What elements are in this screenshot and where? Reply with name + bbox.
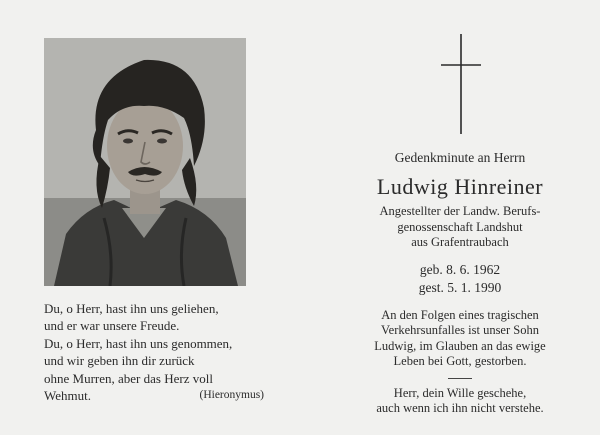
- closing-line: auch wenn ich ihn nicht verstehe.: [376, 401, 544, 415]
- cause-line: Ludwig, im Glauben an das ewige: [374, 338, 546, 353]
- closing-quote: [345, 386, 575, 417]
- cross-icon: [441, 34, 481, 134]
- poem-line: und wir geben ihn dir zurück: [44, 353, 195, 369]
- memorial-intro: Gedenkminute an Herrn: [394, 150, 526, 165]
- birth-date: geb. 8. 6. 1962: [419, 261, 501, 277]
- life-dates: [345, 261, 575, 297]
- closing-line: Herr, dein Wille geschehe,: [393, 385, 527, 400]
- poem-line: und er war unsere Freude.: [44, 318, 180, 334]
- deceased-name: Ludwig Hinreiner: [376, 174, 544, 199]
- occupation: [345, 204, 575, 251]
- portrait-photo: [44, 38, 246, 286]
- memorial-text: [345, 150, 575, 417]
- poem-line: ohne Murren, aber das Herz voll: [44, 370, 213, 386]
- poem-line: Du, o Herr, hast ihn uns geliehen,: [44, 301, 219, 316]
- occupation-line: aus Grafentraubach: [411, 235, 509, 249]
- poem: [44, 300, 264, 404]
- poem-attribution: (Hieronymus): [199, 389, 264, 402]
- poem-last-line: [44, 387, 264, 404]
- occupation-line: Angestellter der Landw. Berufs-: [379, 204, 541, 218]
- cause-of-death: [345, 308, 575, 370]
- portrait-illustration: [44, 38, 246, 286]
- death-date: gest. 5. 1. 1990: [418, 279, 502, 295]
- poem-line: Du, o Herr, hast ihn uns genommen,: [44, 335, 233, 351]
- cause-line: An den Folgen eines tragischen: [381, 307, 539, 322]
- cause-line: Verkehrsunfalles ist unser Sohn: [381, 323, 539, 337]
- cause-line: Leben bei Gott, gestorben.: [393, 354, 527, 368]
- divider: [448, 378, 472, 379]
- poem-line: Wehmut.: [44, 388, 91, 404]
- occupation-line: genossenschaft Landshut: [397, 219, 523, 234]
